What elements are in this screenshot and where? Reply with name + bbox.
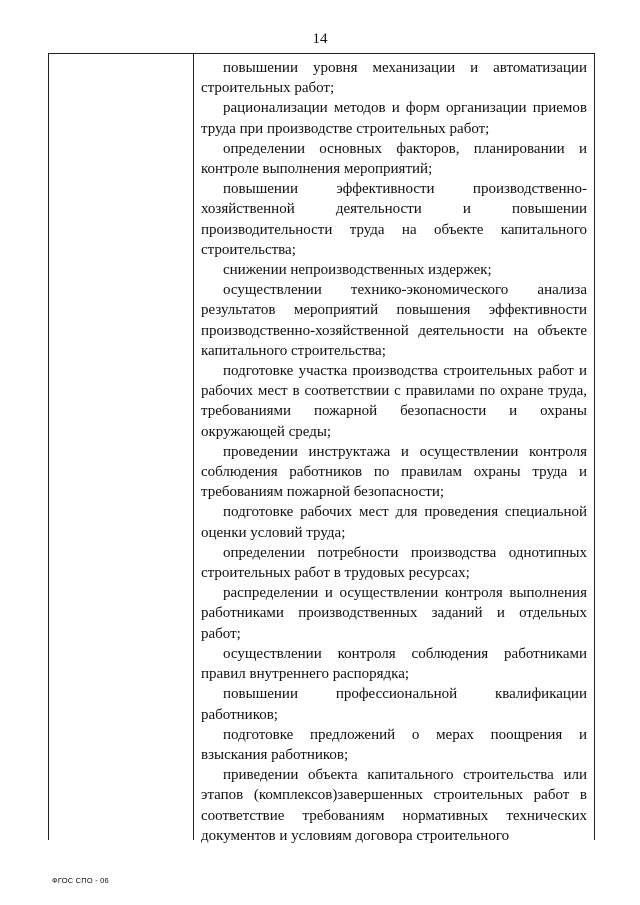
list-item: осуществлении технико-экономического анализа результатов мероприятий повышения эффективности производственно-хозяйственной деятельности на объекте капитального строительства; bbox=[201, 282, 587, 359]
footer-label: ФГОС СПО - 06 bbox=[52, 876, 109, 885]
list-item: приведении объекта капитального строительства или этапов (комплексов)завершенных строительных работ в соответствие требованиям нормативных технических документов и условиям договора строительного bbox=[201, 767, 587, 844]
list-item: подготовке участка производства строительных работ и рабочих мест в соответствии с правилами по охране труда, требованиями пожарной безопасности и охраны окружающей среды; bbox=[201, 363, 587, 440]
list-item: рационализации методов и форм организации приемов труда при производстве строительных работ; bbox=[201, 100, 587, 137]
list-item: снижении непроизводственных издержек; bbox=[223, 262, 492, 279]
page-number: 14 bbox=[312, 31, 328, 47]
list-item: проведении инструктажа и осуществлении контроля соблюдения работников по правилам охраны труда и требованиям пожарной безопасности; bbox=[201, 443, 587, 501]
list-item: подготовке рабочих мест для проведения специальной оценки условий труда; bbox=[201, 504, 587, 541]
list-item: повышении уровня механизации и автоматизации строительных работ; bbox=[201, 60, 587, 97]
list-item: осуществлении контроля соблюдения работниками правил внутреннего распорядка; bbox=[201, 645, 587, 683]
list-item: определении основных факторов, планировании и контроле выполнения мероприятий; bbox=[201, 140, 587, 178]
list-item: определении потребности производства однотипных строительных работ в трудовых ресурсах; bbox=[201, 544, 587, 582]
list-item: распределении и осуществлении контроля выполнения работниками производственных заданий и отдельных работ; bbox=[201, 585, 587, 642]
table bbox=[48, 53, 595, 844]
table-cell-content bbox=[201, 58, 587, 846]
column-divider bbox=[193, 54, 194, 840]
list-item: повышении эффективности производственно-хозяйственной деятельности и повышении производительности труда на объекте капитального строительства; bbox=[201, 181, 587, 258]
list-item: повышении профессиональной квалификации работников; bbox=[201, 686, 587, 723]
list-item: подготовке предложений о мерах поощрения и взыскания работников; bbox=[201, 726, 587, 763]
